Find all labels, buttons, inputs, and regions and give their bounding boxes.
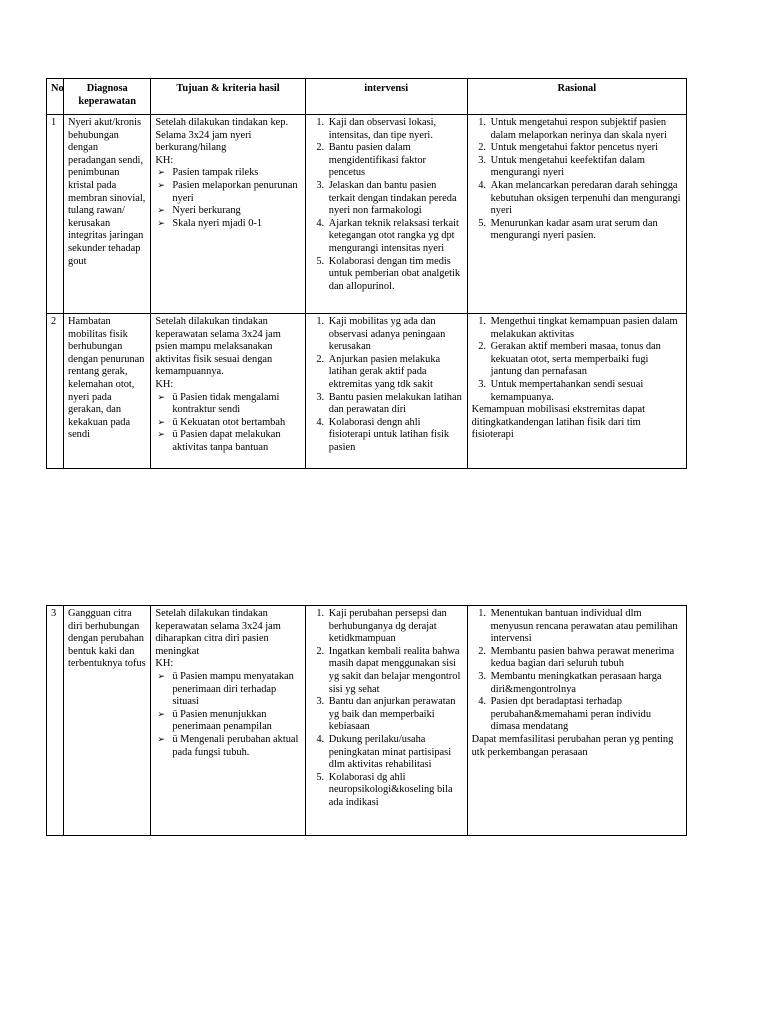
intervensi-list xyxy=(310,117,463,293)
intervensi-item: 1. Kaji mobilitas yg ada dan observasi adanya peningaan kerusakan xyxy=(327,316,463,354)
rasional-item: 2. Membantu pasien bahwa perawat menerima kedua bagian dari seluruh tubuh xyxy=(489,646,682,671)
rasional-list xyxy=(472,316,682,404)
intervensi-item: 1. Kaji dan observasi lokasi, intensitas, dan tipe nyeri. xyxy=(327,117,463,142)
kh-list xyxy=(155,167,300,230)
rasional-list xyxy=(472,608,682,734)
kh-item: ➢ ü Pasien dapat melakukan aktivitas tanpa bantuan xyxy=(172,429,300,454)
kh-label: KH: xyxy=(155,378,174,390)
rasional-cell xyxy=(467,314,686,469)
care-plan-table-page-2 xyxy=(46,605,687,836)
kh-item: ➢ ü Pasien menunjukkan penerimaan penampilan xyxy=(172,709,300,734)
intervensi-cell xyxy=(305,314,467,469)
header-rasional: Rasional xyxy=(467,79,686,115)
intervensi-item: 4. Ajarkan teknik relaksasi terkait ketegangan otot rangka yg dpt mengurangi intensitas nyeri xyxy=(327,218,463,256)
kh-item: ➢ Pasien melaporkan penurunan nyeri xyxy=(172,180,300,205)
rasional-item: 4. Pasien dpt beradaptasi terhadap perubahan&memahami peran individu dimasa mendatang xyxy=(489,696,682,734)
intervensi-item: 2. Bantu pasien dalam mengidentifikasi faktor pencetus xyxy=(327,142,463,180)
header-no: No xyxy=(47,79,64,115)
rasional-item: 3. Membantu meningkatkan perasaan harga diri&mengontrolnya xyxy=(489,671,682,696)
intervensi-item: 1. Kaji perubahan persepsi dan berhubunganya dg derajat ketidkmampuan xyxy=(327,608,463,646)
tujuan-intro: Setelah dilakukan tindakan keperawatan selama 3x24 jam psien mampu melaksanakan aktivitas fisik sesuai dengan kemampuannya. xyxy=(155,316,281,378)
care-plan-table-page-1 xyxy=(46,78,687,469)
kh-item: ➢ Nyeri berkurang xyxy=(172,205,300,218)
tujuan-cell xyxy=(151,314,305,469)
diagnosa-cell xyxy=(64,606,151,836)
kh-item: ➢ Skala nyeri mjadi 0-1 xyxy=(172,218,300,231)
intervensi-cell xyxy=(305,115,467,314)
row-number-cell xyxy=(47,115,64,314)
table-row xyxy=(47,314,687,469)
table-row xyxy=(47,606,687,836)
rasional-item: 2. Untuk mengetahui faktor pencetus nyeri xyxy=(489,142,682,155)
header-tujuan: Tujuan & kriteria hasil xyxy=(151,79,305,115)
tujuan-intro: Setelah dilakukan tindakan keperawatan selama 3x24 jam diharapkan citra diri pasien meningkat xyxy=(155,608,281,657)
kh-item: ➢ Pasien tampak rileks xyxy=(172,167,300,180)
rasional-item: 1. Untuk mengetahui respon subjektif pasien dalam melaporkan nerinya dan skala nyeri xyxy=(489,117,682,142)
intervensi-item: 3. Jelaskan dan bantu pasien terkait dengan tindakan pereda nyeri non farmakologi xyxy=(327,180,463,218)
header-row xyxy=(47,79,687,115)
tujuan-cell xyxy=(151,115,305,314)
kh-label: KH: xyxy=(155,658,174,670)
rasional-cell xyxy=(467,606,686,836)
kh-item: ➢ ü Kekuatan otot bertambah xyxy=(172,417,300,430)
intervensi-item: 5. Kolaborasi dengan tim medis untuk pemberian obat analgetik dan allopurinol. xyxy=(327,256,463,294)
intervensi-item: 3. Bantu dan anjurkan perawatan yg baik dan memperbaiki kebiasaan xyxy=(327,696,463,734)
header-diagnosa: Diagnosa keperawatan xyxy=(64,79,151,115)
rasional-list xyxy=(472,117,682,243)
intervensi-cell xyxy=(305,606,467,836)
rasional-note: Dapat memfasilitasi perubahan peran yg penting utk perkembangan perasaan xyxy=(471,733,674,758)
rasional-item: 4. Akan melancarkan peredaran darah sehingga kebutuhan oksigen terpenuhi dan mengurangi nyeri xyxy=(489,180,682,218)
row-number: 3 xyxy=(51,608,57,619)
diagnosa-cell xyxy=(64,314,151,469)
diagnosa-cell xyxy=(64,115,151,314)
intervensi-item: 2. Anjurkan pasien melakuka latihan gerak aktif pada ektremitas yang tdk sakit xyxy=(327,354,463,392)
tujuan-intro: Setelah dilakukan tindakan kep. Selama 3x24 jam nyeri berkurang/hilang xyxy=(155,117,289,154)
rasional-item: 5. Menurunkan kadar asam urat serum dan mengurangi nyeri pasien. xyxy=(489,218,682,243)
kh-list xyxy=(155,671,300,759)
intervensi-item: 4. Dukung perilaku/usaha peningkatan minat partisipasi dlm aktivitas rehabilitasi xyxy=(327,734,463,772)
kh-list xyxy=(155,392,300,455)
rasional-note: Kemampuan mobilisasi ekstremitas dapat ditingkatkandengan latihan fisik dari tim fisioterapi xyxy=(471,404,646,441)
intervensi-item: 4. Kolaborasi dengn ahli fisioterapi untuk latihan fisik pasien xyxy=(327,417,463,455)
rasional-item: 1. Mengethui tingkat kemampuan pasien dalam melakukan aktivitas xyxy=(489,316,682,341)
kh-label: KH: xyxy=(155,154,174,166)
diagnosa-text: Hambatan mobilitas fisik berhubungan dengan penurunan rentang gerak, kelemahan otot, nyeri pada gerakan, dan kekakuan pada sendi xyxy=(68,316,145,441)
table-row xyxy=(47,115,687,314)
tujuan-cell xyxy=(151,606,305,836)
diagnosa-text: Nyeri akut/kronis behubungan dengan peradangan sendi, penimbunan kristal pada membran sinovial, tulang rawan/ kerusakan integritas jaringan sekunder tehadap gout xyxy=(68,117,146,267)
kh-item: ➢ ü Pasien mampu menyatakan penerimaan diri terhadap situasi xyxy=(172,671,300,709)
rasional-item: 2. Gerakan aktif memberi masaa, tonus dan kekuatan otot, serta memperbaiki fugi jantung dan pernafasan xyxy=(489,341,682,379)
row-number: 1 xyxy=(51,117,57,128)
row-number: 2 xyxy=(51,316,57,327)
header-intervensi: intervensi xyxy=(305,79,467,115)
intervensi-item: 3. Bantu pasien melakukan latihan dan perawatan diri xyxy=(327,392,463,417)
kh-item: ➢ ü Pasien tidak mengalami kontraktur sendi xyxy=(172,392,300,417)
rasional-item: 3. Untuk mempertahankan sendi sesuai kemampuanya. xyxy=(489,379,682,404)
rasional-item: 1. Menentukan bantuan individual dlm menyusun rencana perawatan atau pemilihan intervensi xyxy=(489,608,682,646)
row-number-cell xyxy=(47,314,64,469)
intervensi-item: 2. Ingatkan kembali realita bahwa masih dapat menggunakan sisi yg sakit dan belajar mengontrol sisi yg sehat xyxy=(327,646,463,696)
rasional-cell xyxy=(467,115,686,314)
intervensi-list xyxy=(310,316,463,455)
rasional-item: 3. Untuk mengetahui keefektifan dalam mengurangi nyeri xyxy=(489,155,682,180)
kh-item: ➢ ü Mengenali perubahan aktual pada fungsi tubuh. xyxy=(172,734,300,759)
intervensi-list xyxy=(310,608,463,810)
diagnosa-text: Gangguan citra diri berhubungan dengan perubahan bentuk kaki dan terbentuknya tofus xyxy=(68,608,146,670)
row-number-cell xyxy=(47,606,64,836)
intervensi-item: 5. Kolaborasi dg ahli neuropsikologi&koseling bila ada indikasi xyxy=(327,772,463,810)
